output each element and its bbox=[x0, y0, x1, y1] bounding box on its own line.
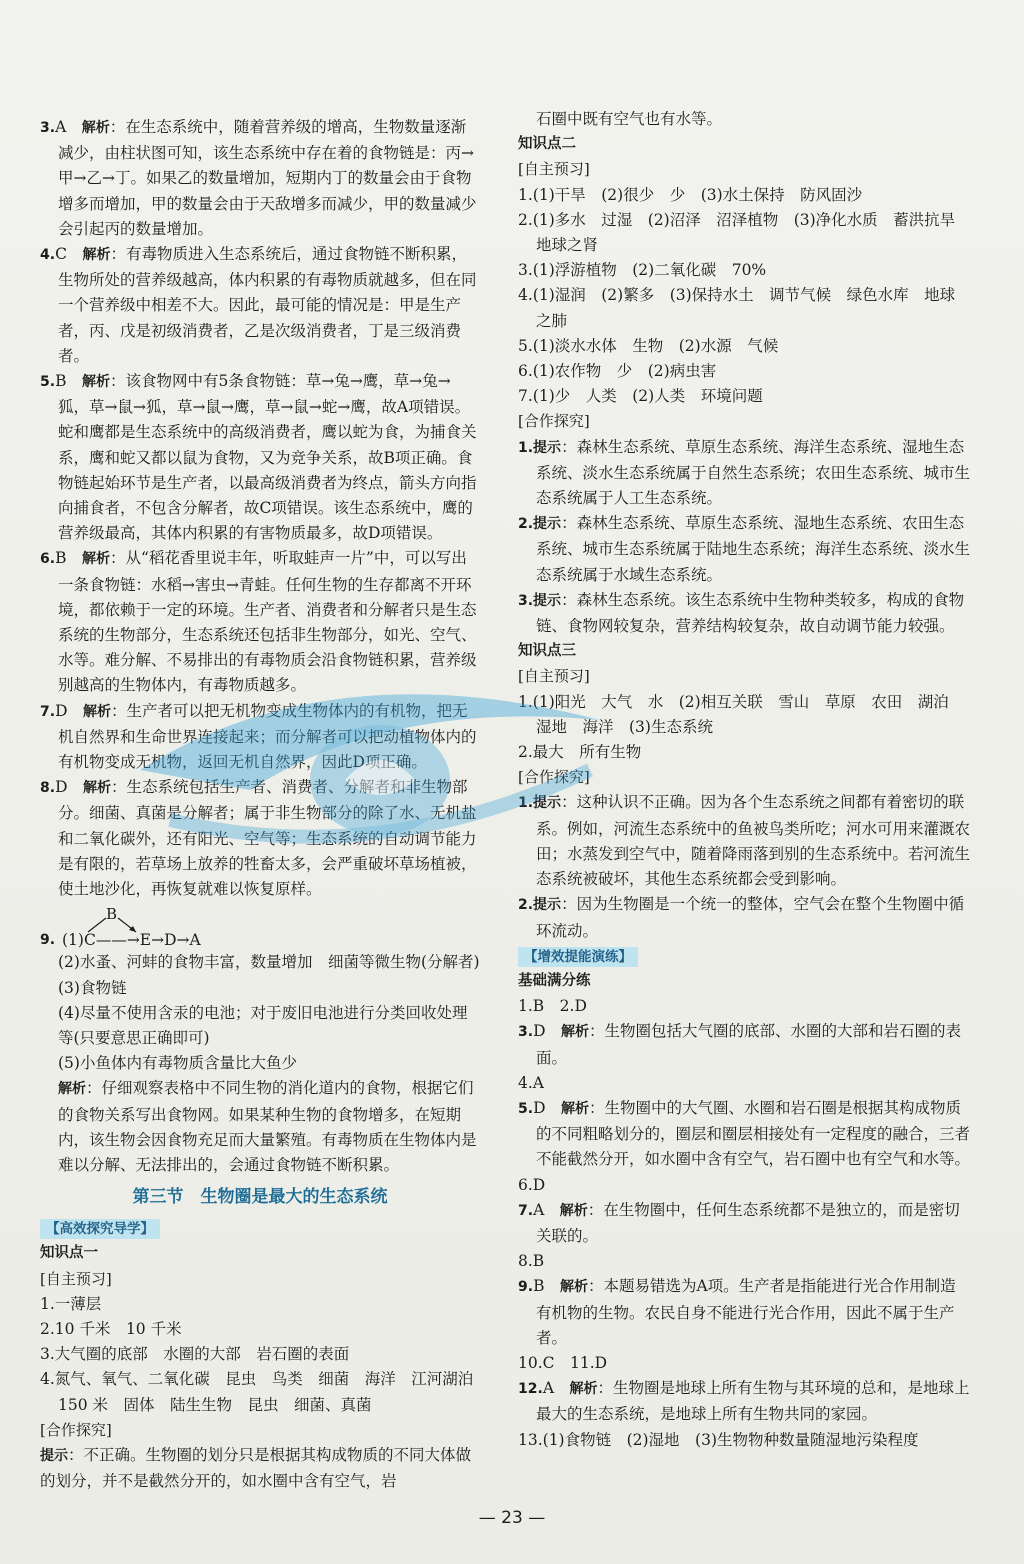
page-number: — 23 — bbox=[478, 1508, 546, 1528]
answer-item: 3.D 解析：生物圈包括大气圈的底部、水圈的大部和岩石圈的表面。 bbox=[518, 1022, 962, 1067]
answer-explanation: 解析：仔细观察表格中不同生物的消化道内的食物，根据它们的食物关系写出食物网。如果某种生物的食物增多，在短期内，该生物会因食物充足而大量繁殖。有毒物质在生物体内是难以分解、无法排出的，会通过食物链不断积累。 bbox=[58, 1079, 477, 1174]
hint-text: 提示：不正确。生物圈的划分只是根据其构成物质的不同大体做的划分，并不是截然分开的，如水圈中含有空气，岩 bbox=[40, 1445, 472, 1491]
subsection-label: [自主预习] bbox=[40, 1269, 112, 1288]
answer-item: 8.B bbox=[518, 1252, 545, 1271]
answer-item: 2.最大 所有生物 bbox=[518, 743, 642, 762]
answer-item: 5.B 解析：该食物网中有5条食物链：草→兔→鹰，草→兔→狐，草→鼠→狐，草→鼠→鹰，草→鼠→蛇→鹰，故A项错误。蛇和鹰都是生态系统中的高级消费者，鹰以蛇为食，为捕食关系，鹰和蛇又都以鼠为食物，又为竞争关系，故B项正确。食物链起始环节是生产者，以最高级消费者为终点，箭头方向指向捕食者，不包含分解者，故C项错误。该生态系统中，鹰的营养级最高，其体内积累的有害物质最多，故D项错误。 bbox=[40, 372, 477, 543]
answer-item: 7.D 解析：生产者可以把无机物变成生物体内的有机物，把无机自然界和生命世界连接起来；而分解者可以把动植物体内的有机物变成无机物，返回无机自然界，因此D项正确。 bbox=[40, 701, 477, 772]
practice-heading: 基础满分练 bbox=[518, 972, 591, 989]
answer-part: (4)尽量不使用含汞的电池；对于废旧电池进行分类回收处理等(只要意思正确即可) bbox=[58, 1003, 468, 1047]
answer-item: 5.(1)淡水水体 生物 (2)水源 气候 bbox=[518, 336, 779, 355]
answer-item: 2.(1)多水 过湿 (2)沼泽 沼泽植物 (3)净化水质 蓄洪抗旱 地球之肾 bbox=[518, 210, 971, 255]
food-web-diagram bbox=[40, 902, 480, 952]
answer-item: 1.(1)干旱 (2)很少 少 (3)水土保持 防风固沙 bbox=[518, 185, 863, 204]
knowledge-point-heading: 知识点二 bbox=[518, 136, 576, 153]
answer-item: 10.C 11.D bbox=[518, 1353, 608, 1372]
answer-item: 1.一薄层 bbox=[40, 1294, 102, 1313]
subsection-label: [合作探究] bbox=[40, 1420, 112, 1439]
answer-part: (2)水蚤、河蚌的食物丰富，数量增加 细菌等微生物(分解者) (3)食物链 bbox=[58, 953, 496, 997]
left-column bbox=[40, 115, 496, 1494]
answer-part: (5)小鱼体内有毒物质含量比大鱼少 bbox=[58, 1054, 297, 1073]
answer-item: 12.A 解析：生物圈是地球上所有生物与其环境的总和，是地球上最大的生态系统，是地球上所有生物共同的家园。 bbox=[518, 1379, 970, 1424]
subsection-label: [自主预习] bbox=[518, 160, 590, 179]
answer-item: 3.A 解析：在生态系统中，随着营养级的增高，生物数量逐渐减少，由柱状图可知，该生态系统中存在着的食物链是：丙→甲→乙→丁。如果乙的数量增加，短期内丁的数量会由于食物增多而增加，甲的数量会由于天敌增多而减少，甲的数量减少会引起丙的数量增加。 bbox=[40, 118, 477, 238]
hint-item: 2.提示：因为生物圈是一个统一的整体，空气会在整个生物圈中循环流动。 bbox=[518, 895, 965, 940]
answer-item: 6.B 解析：从“稻花香里说丰年，听取蛙声一片”中，可以写出一条食物链：水稻→害虫→青蛙。任何生物的生存都离不开环境，都依赖于一定的环境。生产者、消费者和分解者只是生态系统的生物部分，生态系统还包括非生物部分，如光、空气、水等。难分解、不易排出的有毒物质会沿食物链积累，营养级别越高的生物体内，有毒物质越多。 bbox=[40, 549, 477, 695]
hint-item: 1.提示：森林生态系统、草原生态系统、海洋生态系统、湿地生态系统、淡水生态系统属于自然生态系统；农田生态系统、城市生态系统属于人工生态系统。 bbox=[518, 437, 971, 508]
section-badge: 【增效提能演练】 bbox=[518, 947, 638, 967]
diagram-chain: (1)C——→E→D→A bbox=[62, 931, 201, 950]
answer-item: 4.C 解析：有毒物质进入生态系统后，通过食物链不断积累，生物所处的营养级越高，体内积累的有毒物质就越多，但在同一个营养级中相差不大。因此，最可能的情况是：甲是生产者，丙、戊是初级消费者，乙是次级消费者，丁是三级消费者。 bbox=[40, 245, 477, 365]
subsection-label: [自主预习] bbox=[518, 667, 590, 686]
answer-item: 6.D bbox=[518, 1175, 546, 1194]
answer-item: 4.A bbox=[518, 1073, 544, 1092]
answer-item: 13.(1)食物链 (2)湿地 (3)生物物种数量随湿地污染程度 bbox=[518, 1430, 919, 1449]
hint-item: 2.提示：森林生态系统、草原生态系统、湿地生态系统、农田生态系统、城市生态系统属于陆地生态系统；海洋生态系统、淡水生态系统属于水域生态系统。 bbox=[518, 514, 971, 584]
knowledge-point-heading: 知识点一 bbox=[40, 1245, 98, 1262]
answer-item: 1.B 2.D bbox=[518, 997, 587, 1016]
section-title: 第三节 生物圈是最大的生态系统 bbox=[132, 1187, 388, 1208]
answer-item: 4.氮气、氧气、二氧化碳 昆虫 鸟类 细菌 海洋 江河湖泊 150 米 固体 陆生生物 昆虫 细菌、真菌 bbox=[40, 1370, 489, 1414]
answer-item: 7.(1)少 人类 (2)人类 环境问题 bbox=[518, 387, 763, 406]
right-column bbox=[518, 110, 971, 1453]
diagram-node-b: B bbox=[106, 905, 118, 924]
answer-item: 9.B 解析：本题易错选为A项。生产者是指能进行光合作用制造有机物的生物。农民自身不能进行光合作用，因此不属于生产者。 bbox=[518, 1277, 956, 1347]
answer-item: 7.A 解析：在生物圈中，任何生态系统都不是独立的，而是密切关联的。 bbox=[518, 1200, 960, 1245]
answer-item: 6.(1)农作物 少 (2)病虫害 bbox=[518, 362, 717, 381]
answer-item: 4.(1)湿润 (2)繁多 (3)保持水土 调节气候 绿色水库 地球之肺 bbox=[518, 286, 956, 330]
answer-item: 2.10 千米 10 千米 bbox=[40, 1319, 182, 1338]
subsection-label: [合作探究] bbox=[518, 768, 590, 787]
hint-item: 1.提示：这种认识不正确。因为各个生态系统之间都有着密切的联系。例如，河流生态系统中的鱼被鸟类所吃；河水可用来灌溉农田；水蒸发到空气中，随着降雨落到别的生态系统中。若河流生态系统被破坏，其他生态系统都会受到影响。 bbox=[518, 793, 971, 889]
item-number: 9. bbox=[40, 932, 56, 949]
answer-item: 3.(1)浮游植物 (2)二氧化碳 70% bbox=[518, 261, 767, 280]
subsection-label: [合作探究] bbox=[518, 412, 590, 431]
hint-item: 3.提示：森林生态系统。该生态系统中生物种类较多，构成的食物链、食物网较复杂，营养结构较复杂，故自动调节能力较强。 bbox=[518, 590, 965, 636]
continued-text: 石圈中既有空气也有水等。 bbox=[536, 110, 723, 128]
section-badge: 【高效探究导学】 bbox=[40, 1219, 160, 1239]
knowledge-point-heading: 知识点三 bbox=[518, 643, 576, 660]
answer-item: 8.D 解析：生态系统包括生产者、消费者、分解者和非生物部分。细菌、真菌是分解者；属于非生物部分的除了水、无机盐和二氧化碳外，还有阳光、空气等；生态系统的自动调节能力是有限的，若草场上放养的牲畜太多，会严重破坏草场植被，使土地沙化，再恢复就难以恢复原样。 bbox=[40, 778, 477, 899]
answer-item: 1.(1)阳光 大气 水 (2)相互关联 雪山 草原 农田 湖泊 湿地 海洋 (3)生态系统 bbox=[518, 692, 965, 736]
answer-item: 5.D 解析：生物圈中的大气圈、水圈和岩石圈是根据其构成物质的不同粗略划分的，圈层和圈层相接处有一定程度的融合，三者不能截然分开，如水圈中含有空气，岩石圈中也有空气和水等。 bbox=[518, 1098, 971, 1169]
answer-item: 3.大气圈的底部 水圈的大部 岩石圈的表面 bbox=[40, 1345, 350, 1364]
